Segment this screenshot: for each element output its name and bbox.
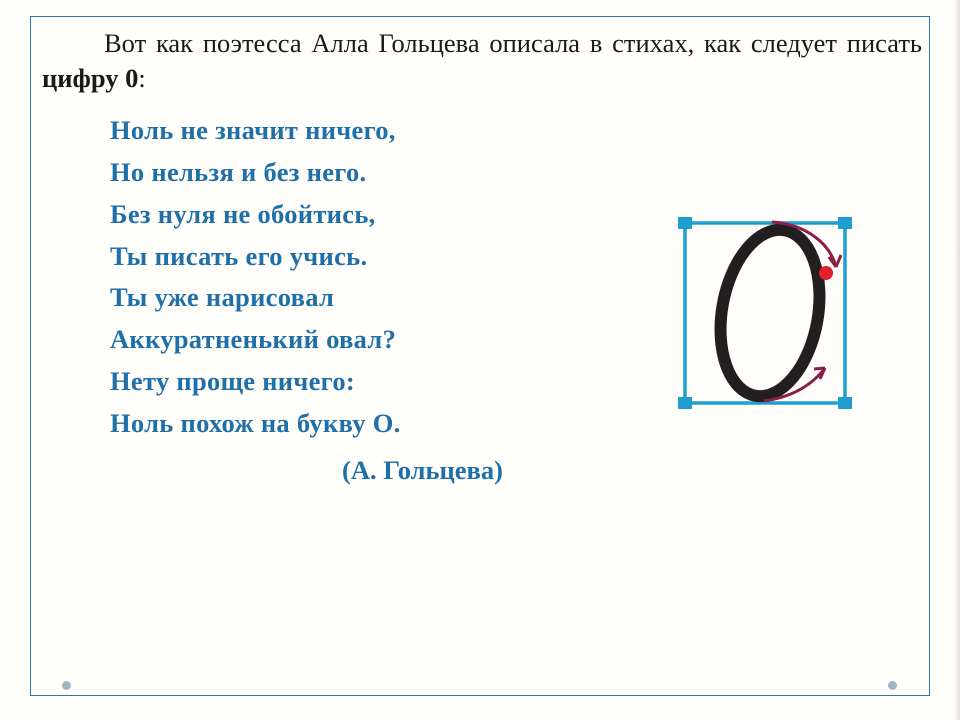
poem-line: Ноль не значит ничего, — [110, 114, 396, 145]
poem-line: Ноль похож на букву О. — [110, 407, 401, 438]
decorative-dot — [888, 681, 897, 690]
poem-line: Нету проще ничего: — [110, 366, 356, 397]
poem-attribution: (А. Гольцева) — [342, 454, 503, 485]
page-edge-shading — [954, 0, 960, 720]
poem-line: Ты писать его учись. — [110, 240, 368, 271]
poem-line: Без нуля не обойтись, — [110, 198, 376, 229]
intro-text-suffix: : — [138, 62, 146, 93]
intro-paragraph — [42, 26, 926, 96]
intro-text-bold: цифру 0 — [42, 62, 139, 93]
digit-zero-writing-guide-illustration — [660, 205, 890, 420]
start-point-dot — [819, 266, 833, 280]
poem-line: Аккуратненький овал? — [110, 324, 397, 355]
poem-line: Ты уже нарисовал — [110, 282, 335, 313]
intro-text-prefix: Вот как поэтесса Алла Гольцева описала в стихах, как следует писать — [104, 28, 922, 58]
decorative-dot — [62, 681, 71, 690]
digit-zero-glyph — [708, 222, 832, 404]
poem-line: Но нельзя и без него. — [110, 156, 367, 187]
